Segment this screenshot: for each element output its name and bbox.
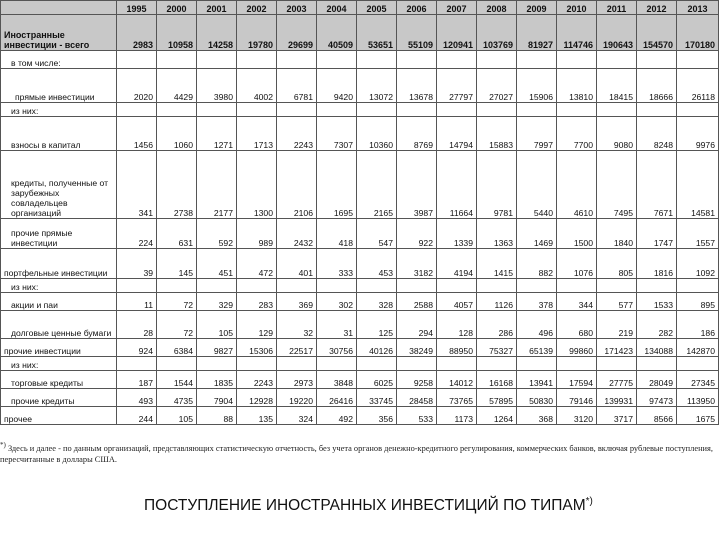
value-cell: 13678: [397, 69, 437, 103]
value-cell: 1339: [437, 219, 477, 249]
value-cell: 7495: [597, 151, 637, 219]
value-cell: 324: [277, 407, 317, 425]
value-cell: [437, 51, 477, 69]
value-cell: 170180: [677, 15, 719, 51]
value-cell: 1835: [197, 371, 237, 389]
value-cell: [637, 51, 677, 69]
value-cell: 27775: [597, 371, 637, 389]
value-cell: [557, 279, 597, 293]
value-cell: 418: [317, 219, 357, 249]
year-header-2006: 2006: [397, 1, 437, 15]
value-cell: 282: [637, 311, 677, 339]
value-cell: [597, 357, 637, 371]
value-cell: 294: [397, 311, 437, 339]
row-label: из них:: [1, 103, 117, 117]
value-cell: 344: [557, 293, 597, 311]
value-cell: 1500: [557, 219, 597, 249]
value-cell: 142870: [677, 339, 719, 357]
value-cell: 3182: [397, 249, 437, 279]
value-cell: 592: [197, 219, 237, 249]
value-cell: 79146: [557, 389, 597, 407]
value-cell: 8566: [637, 407, 677, 425]
value-cell: 31: [317, 311, 357, 339]
value-cell: 28049: [637, 371, 677, 389]
value-cell: 2243: [237, 371, 277, 389]
value-cell: [437, 103, 477, 117]
value-cell: 5440: [517, 151, 557, 219]
value-cell: 368: [517, 407, 557, 425]
value-cell: 99860: [557, 339, 597, 357]
value-cell: [477, 357, 517, 371]
table-row: [1, 249, 719, 279]
table-row: [1, 357, 719, 371]
value-cell: [517, 357, 557, 371]
value-cell: 105: [197, 311, 237, 339]
value-cell: [437, 357, 477, 371]
value-cell: [117, 103, 157, 117]
value-cell: 1695: [317, 151, 357, 219]
value-cell: 10360: [357, 117, 397, 151]
value-cell: [477, 103, 517, 117]
value-cell: 6025: [357, 371, 397, 389]
year-header-2009: 2009: [517, 1, 557, 15]
value-cell: 2973: [277, 371, 317, 389]
row-label: торговые кредиты: [1, 371, 117, 389]
value-cell: 1840: [597, 219, 637, 249]
value-cell: 329: [197, 293, 237, 311]
value-cell: 40509: [317, 15, 357, 51]
row-label: в том числе:: [1, 51, 117, 69]
value-cell: 65139: [517, 339, 557, 357]
value-cell: [437, 279, 477, 293]
value-cell: 9976: [677, 117, 719, 151]
value-cell: [557, 357, 597, 371]
year-header-2008: 2008: [477, 1, 517, 15]
value-cell: 27027: [477, 69, 517, 103]
value-cell: 1533: [637, 293, 677, 311]
row-label: прочее: [1, 407, 117, 425]
value-cell: [597, 279, 637, 293]
value-cell: 2738: [157, 151, 197, 219]
row-label: прочие кредиты: [1, 389, 117, 407]
value-cell: 30756: [317, 339, 357, 357]
value-cell: 1557: [677, 219, 719, 249]
table-row: [1, 15, 719, 51]
value-cell: 73765: [437, 389, 477, 407]
value-cell: 14794: [437, 117, 477, 151]
value-cell: 10958: [157, 15, 197, 51]
value-cell: 55109: [397, 15, 437, 51]
value-cell: 38249: [397, 339, 437, 357]
value-cell: [517, 103, 557, 117]
value-cell: [397, 103, 437, 117]
value-cell: 57895: [477, 389, 517, 407]
year-header-2001: 2001: [197, 1, 237, 15]
year-header-2007: 2007: [437, 1, 477, 15]
value-cell: 1271: [197, 117, 237, 151]
table-row: [1, 103, 719, 117]
value-cell: 32: [277, 311, 317, 339]
value-cell: 924: [117, 339, 157, 357]
footnote: [0, 440, 718, 465]
value-cell: 125: [357, 311, 397, 339]
year-header-2005: 2005: [357, 1, 397, 15]
value-cell: [557, 51, 597, 69]
value-cell: 401: [277, 249, 317, 279]
value-cell: [197, 357, 237, 371]
value-cell: 328: [357, 293, 397, 311]
value-cell: 88: [197, 407, 237, 425]
table-row: [1, 279, 719, 293]
table-row: [1, 117, 719, 151]
value-cell: 135: [237, 407, 277, 425]
footnote-marker: *): [0, 441, 6, 449]
value-cell: 333: [317, 249, 357, 279]
value-cell: 40126: [357, 339, 397, 357]
value-cell: 7671: [637, 151, 677, 219]
value-cell: 2020: [117, 69, 157, 103]
value-cell: 2177: [197, 151, 237, 219]
value-cell: 2165: [357, 151, 397, 219]
corner-cell: [1, 1, 117, 15]
value-cell: [237, 357, 277, 371]
row-label: из них:: [1, 357, 117, 371]
value-cell: 72: [157, 311, 197, 339]
value-cell: 33745: [357, 389, 397, 407]
value-cell: 805: [597, 249, 637, 279]
value-cell: 895: [677, 293, 719, 311]
value-cell: 17594: [557, 371, 597, 389]
value-cell: 19220: [277, 389, 317, 407]
value-cell: [357, 279, 397, 293]
value-cell: [197, 103, 237, 117]
value-cell: 11: [117, 293, 157, 311]
value-cell: 72: [157, 293, 197, 311]
value-cell: 97473: [637, 389, 677, 407]
value-cell: 134088: [637, 339, 677, 357]
year-header-2013: 2013: [677, 1, 719, 15]
value-cell: [477, 51, 517, 69]
value-cell: 244: [117, 407, 157, 425]
value-cell: 2432: [277, 219, 317, 249]
value-cell: 4194: [437, 249, 477, 279]
value-cell: 302: [317, 293, 357, 311]
value-cell: 547: [357, 219, 397, 249]
value-cell: 989: [237, 219, 277, 249]
value-cell: 1264: [477, 407, 517, 425]
row-label: кредиты, полученные от зарубежных совладельцев организаций: [1, 151, 117, 219]
value-cell: [477, 279, 517, 293]
value-cell: 8248: [637, 117, 677, 151]
value-cell: 14581: [677, 151, 719, 219]
value-cell: [317, 51, 357, 69]
value-cell: 114746: [557, 15, 597, 51]
value-cell: 81927: [517, 15, 557, 51]
table-row: [1, 51, 719, 69]
value-cell: 496: [517, 311, 557, 339]
year-header-2011: 2011: [597, 1, 637, 15]
value-cell: 1469: [517, 219, 557, 249]
value-cell: 4057: [437, 293, 477, 311]
row-label: Иностранные инвестиции - всего: [1, 15, 117, 51]
value-cell: 22517: [277, 339, 317, 357]
value-cell: 7904: [197, 389, 237, 407]
value-cell: [317, 279, 357, 293]
value-cell: [237, 279, 277, 293]
value-cell: [237, 51, 277, 69]
value-cell: [597, 103, 637, 117]
value-cell: 26118: [677, 69, 719, 103]
value-cell: [357, 103, 397, 117]
value-cell: 2588: [397, 293, 437, 311]
value-cell: 2983: [117, 15, 157, 51]
year-header-2003: 2003: [277, 1, 317, 15]
value-cell: [557, 103, 597, 117]
value-cell: [637, 357, 677, 371]
value-cell: [277, 103, 317, 117]
value-cell: [637, 279, 677, 293]
value-cell: [597, 51, 637, 69]
value-cell: 11664: [437, 151, 477, 219]
value-cell: 6384: [157, 339, 197, 357]
table-body: [1, 15, 719, 425]
value-cell: 186: [677, 311, 719, 339]
value-cell: 15883: [477, 117, 517, 151]
value-cell: [117, 279, 157, 293]
value-cell: 1092: [677, 249, 719, 279]
value-cell: 9420: [317, 69, 357, 103]
row-label: портфельные инвестиции: [1, 249, 117, 279]
row-label: долговые ценные бумаги: [1, 311, 117, 339]
value-cell: [397, 51, 437, 69]
value-cell: 27345: [677, 371, 719, 389]
value-cell: 577: [597, 293, 637, 311]
value-cell: 16168: [477, 371, 517, 389]
table-row: [1, 151, 719, 219]
value-cell: 171423: [597, 339, 637, 357]
value-cell: 154570: [637, 15, 677, 51]
value-cell: 13810: [557, 69, 597, 103]
value-cell: [637, 103, 677, 117]
value-cell: [157, 51, 197, 69]
table-row: [1, 311, 719, 339]
value-cell: 15906: [517, 69, 557, 103]
value-cell: 1747: [637, 219, 677, 249]
page-title-text: ПОСТУПЛЕНИЕ ИНОСТРАННЫХ ИНВЕСТИЦИЙ ПО ТИПАМ: [144, 497, 586, 515]
value-cell: [277, 51, 317, 69]
value-cell: [317, 357, 357, 371]
footnote-text: Здесь и далее - по данным организаций, представляющих статистическую отчетность, без учета органов денежно-кредитного регулирования, коммерческих банков, включая рублевые поступления, пересчитанные в доллары США.: [0, 443, 713, 464]
year-header-2012: 2012: [637, 1, 677, 15]
value-cell: 39: [117, 249, 157, 279]
value-cell: 3717: [597, 407, 637, 425]
value-cell: 103769: [477, 15, 517, 51]
value-cell: 129: [237, 311, 277, 339]
table-row: [1, 293, 719, 311]
value-cell: 9827: [197, 339, 237, 357]
value-cell: 493: [117, 389, 157, 407]
year-header-2010: 2010: [557, 1, 597, 15]
page-title: [144, 492, 604, 516]
value-cell: 28: [117, 311, 157, 339]
value-cell: 219: [597, 311, 637, 339]
value-cell: 145: [157, 249, 197, 279]
value-cell: 1126: [477, 293, 517, 311]
value-cell: 19780: [237, 15, 277, 51]
value-cell: 128: [437, 311, 477, 339]
value-cell: 4735: [157, 389, 197, 407]
value-cell: 631: [157, 219, 197, 249]
value-cell: 53651: [357, 15, 397, 51]
value-cell: 29699: [277, 15, 317, 51]
value-cell: 1060: [157, 117, 197, 151]
year-header-1995: 1995: [117, 1, 157, 15]
year-header-2002: 2002: [237, 1, 277, 15]
value-cell: 286: [477, 311, 517, 339]
value-cell: 139931: [597, 389, 637, 407]
value-cell: 1816: [637, 249, 677, 279]
value-cell: [317, 103, 357, 117]
value-cell: 9781: [477, 151, 517, 219]
value-cell: [197, 51, 237, 69]
value-cell: 6781: [277, 69, 317, 103]
value-cell: [117, 357, 157, 371]
value-cell: [157, 103, 197, 117]
value-cell: 1544: [157, 371, 197, 389]
value-cell: 882: [517, 249, 557, 279]
value-cell: 472: [237, 249, 277, 279]
value-cell: [157, 357, 197, 371]
value-cell: 3120: [557, 407, 597, 425]
value-cell: 88950: [437, 339, 477, 357]
value-cell: 75327: [477, 339, 517, 357]
table-row: [1, 69, 719, 103]
value-cell: 1173: [437, 407, 477, 425]
value-cell: 533: [397, 407, 437, 425]
value-cell: 1363: [477, 219, 517, 249]
row-label: прочие прямые инвестиции: [1, 219, 117, 249]
value-cell: [397, 279, 437, 293]
value-cell: 453: [357, 249, 397, 279]
value-cell: 224: [117, 219, 157, 249]
value-cell: 2243: [277, 117, 317, 151]
value-cell: 7307: [317, 117, 357, 151]
value-cell: [677, 279, 719, 293]
value-cell: 3980: [197, 69, 237, 103]
value-cell: 341: [117, 151, 157, 219]
value-cell: 2106: [277, 151, 317, 219]
value-cell: 113950: [677, 389, 719, 407]
value-cell: 18666: [637, 69, 677, 103]
value-cell: [157, 279, 197, 293]
value-cell: 13941: [517, 371, 557, 389]
value-cell: 9258: [397, 371, 437, 389]
row-label: прочие инвестиции: [1, 339, 117, 357]
value-cell: 26416: [317, 389, 357, 407]
table-row: [1, 371, 719, 389]
value-cell: [357, 51, 397, 69]
value-cell: 4002: [237, 69, 277, 103]
year-header-2000: 2000: [157, 1, 197, 15]
row-label: прямые инвестиции: [1, 69, 117, 103]
year-header-row: [1, 1, 719, 15]
value-cell: 4610: [557, 151, 597, 219]
value-cell: 7997: [517, 117, 557, 151]
value-cell: [677, 51, 719, 69]
value-cell: [197, 279, 237, 293]
value-cell: 50830: [517, 389, 557, 407]
table-row: [1, 339, 719, 357]
year-header-2004: 2004: [317, 1, 357, 15]
value-cell: [677, 357, 719, 371]
value-cell: [517, 51, 557, 69]
value-cell: 3987: [397, 151, 437, 219]
value-cell: 680: [557, 311, 597, 339]
value-cell: 14012: [437, 371, 477, 389]
value-cell: 13072: [357, 69, 397, 103]
table-row: [1, 389, 719, 407]
value-cell: 190643: [597, 15, 637, 51]
value-cell: 18415: [597, 69, 637, 103]
value-cell: 1076: [557, 249, 597, 279]
value-cell: 922: [397, 219, 437, 249]
value-cell: 9080: [597, 117, 637, 151]
value-cell: 1713: [237, 117, 277, 151]
value-cell: 14258: [197, 15, 237, 51]
value-cell: 1675: [677, 407, 719, 425]
value-cell: [677, 103, 719, 117]
value-cell: 378: [517, 293, 557, 311]
value-cell: [237, 103, 277, 117]
value-cell: 15306: [237, 339, 277, 357]
table-row: [1, 219, 719, 249]
row-label: взносы в капитал: [1, 117, 117, 151]
table-row: [1, 407, 719, 425]
row-label: из них:: [1, 279, 117, 293]
value-cell: 3848: [317, 371, 357, 389]
value-cell: 120941: [437, 15, 477, 51]
value-cell: [277, 357, 317, 371]
value-cell: 28458: [397, 389, 437, 407]
value-cell: [277, 279, 317, 293]
row-label: акции и паи: [1, 293, 117, 311]
value-cell: 369: [277, 293, 317, 311]
value-cell: 12928: [237, 389, 277, 407]
value-cell: 187: [117, 371, 157, 389]
value-cell: 8769: [397, 117, 437, 151]
value-cell: 1415: [477, 249, 517, 279]
value-cell: [117, 51, 157, 69]
value-cell: 451: [197, 249, 237, 279]
value-cell: 1456: [117, 117, 157, 151]
value-cell: 1300: [237, 151, 277, 219]
value-cell: 492: [317, 407, 357, 425]
value-cell: 356: [357, 407, 397, 425]
value-cell: 27797: [437, 69, 477, 103]
page-title-marker: *): [585, 496, 593, 507]
value-cell: 283: [237, 293, 277, 311]
value-cell: [357, 357, 397, 371]
value-cell: 105: [157, 407, 197, 425]
value-cell: [397, 357, 437, 371]
value-cell: 7700: [557, 117, 597, 151]
value-cell: 4429: [157, 69, 197, 103]
value-cell: [517, 279, 557, 293]
